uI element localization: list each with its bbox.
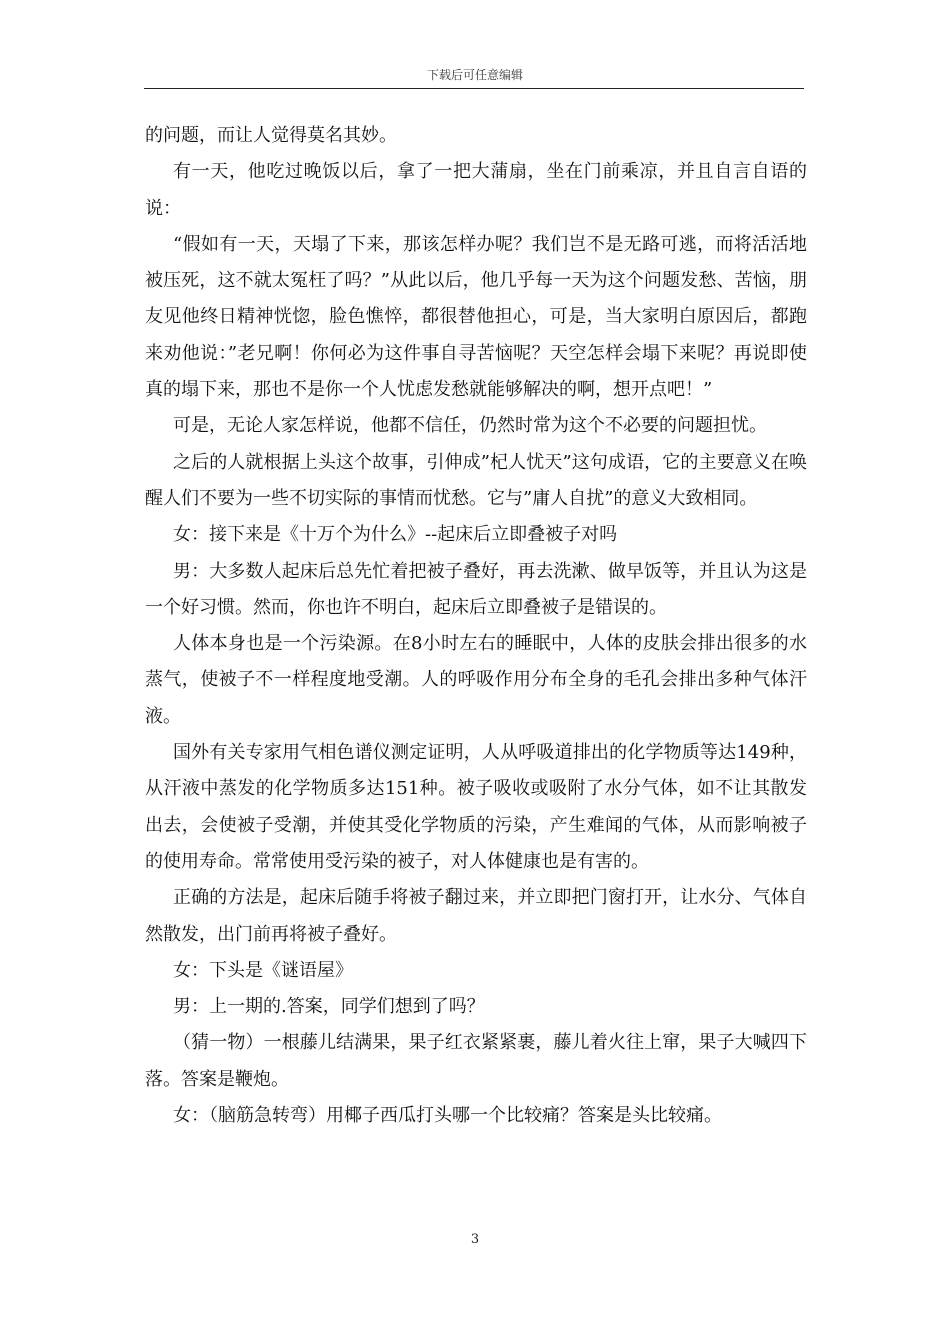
paragraph: 女：接下来是《十万个为什么》--起床后立即叠被子对吗 <box>173 524 618 546</box>
paragraph: 男：大多数人起床后总先忙着把被子叠好，再去洗漱、做早饭等，并且认为这是一个好习惯。然而，你也许不明白，起床后立即叠被子是错误的。 <box>145 560 807 618</box>
paragraph: 之后的人就根据上头这个故事，引伸成”杞人忧天”这句成语，它的主要意义在唤醒人们不要为一些不切实际的事情而忧愁。它与”庸人自扰”的意义大致相同。 <box>145 451 807 509</box>
document-body <box>145 118 807 1134</box>
page-header: 下载后可任意编辑 <box>426 68 523 82</box>
paragraph: （猜一物）一根藤儿结满果，果子红衣紧紧裹，藤儿着火往上窜，果子大喊四下落。答案是鞭炮。 <box>145 1032 807 1090</box>
paragraph: 人体本身也是一个污染源。在8小时左右的睡眠中，人体的皮肤会排出很多的水蒸气，使被子不一样程度地受潮。人的呼吸作用分布全身的毛孔会排出多种气体汗液。 <box>145 633 807 727</box>
paragraph: 男：上一期的.答案，同学们想到了吗？ <box>173 996 485 1018</box>
paragraph: 正确的方法是，起床后随手将被子翻过来，并立即把门窗打开，让水分、气体自然散发，出门前再将被子叠好。 <box>145 887 807 945</box>
header-divider <box>144 88 804 89</box>
paragraph: “假如有一天，天塌了下来，那该怎样办呢？我们岂不是无路可逃，而将活活地被压死，这不就太冤枉了吗？”从此以后，他几乎每一天为这个问题发愁、苦恼，朋友见他终日精神恍惚，脸色憔悴，都很替他担心，可是，当大家明白原因后，都跑来劝他说：”老兄啊！你何必为这件事自寻苦恼呢？天空怎样会塌下来呢？再说即使真的塌下来，那也不是你一个人忧虑发愁就能够解决的啊，想开点吧！” <box>145 233 807 401</box>
paragraph: 有一天，他吃过晚饭以后，拿了一把大蒲扇，坐在门前乘凉，并且自言自语的说： <box>145 161 807 219</box>
paragraph: 女：（脑筋急转弯）用椰子西瓜打头哪一个比较痛？答案是头比较痛。 <box>173 1105 722 1127</box>
page-number: 3 <box>470 1232 480 1247</box>
paragraph: 女：下头是《谜语屋》 <box>173 959 353 981</box>
paragraph: 的问题，而让人觉得莫名其妙。 <box>145 125 397 146</box>
paragraph: 国外有关专家用气相色谱仪测定证明，人从呼吸道排出的化学物质等达149种，从汗液中蒸发的化学物质多达151种。被子吸收或吸附了水分气体，如不让其散发出去，会使被子受潮，并使其受化学物质的污染，产生难闻的气体，从而影响被子的使用寿命。常常使用受污染的被子，对人体健康也是有害的。 <box>145 742 807 872</box>
paragraph: 可是，无论人家怎样说，他都不信任，仍然时常为这个不必要的问题担忧。 <box>173 415 767 437</box>
